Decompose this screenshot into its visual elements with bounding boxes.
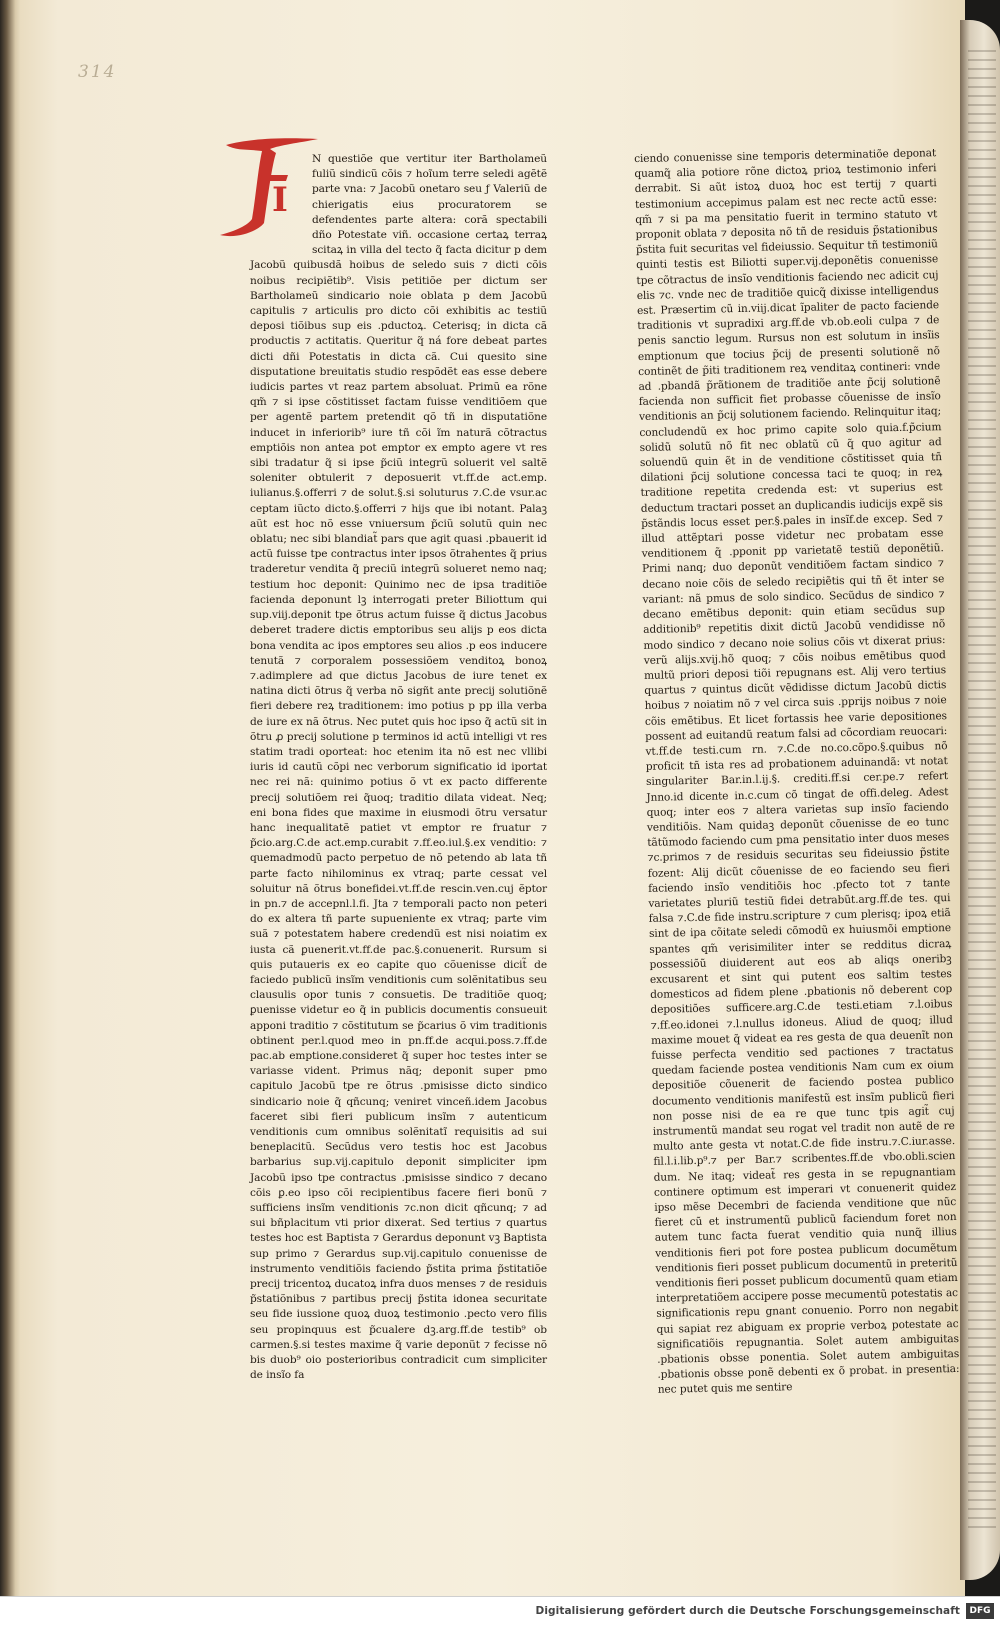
- fore-edge: [960, 20, 1000, 1580]
- text-column-left: [250, 152, 547, 1382]
- footer-credit: Digitalisierung gefördert durch die Deutsche Forschungsgemeinschaft: [535, 1605, 960, 1617]
- column-right-text: ciendo conuenisse sine temporis determinatiõe deponat quamq̃ alia potiore rõne dictoꝝ prioꝝ testimonio inferi derrabit. Si aũt istoꝝ duoꝝ hoc est tertij ⁊ quarti testimonium accepimus palam est nec recte actũ esse: qm̃ ⁊ si pa ma pensitatio fuerit in termino statuto vt proponit oblata ⁊ deposita nõ tñ de residuis p̃stationibus p̃stita fuit securitas vel fideiussio. Sequitur tñ testimoniũ quinti testis est Biliotti super.vij.deponẽtis conuenisse tpe cõtractus de insĩo venditionis faciendo nec adicit cuj elis ⁊c. vnde nec de traditiõe quicq̃ dixisse intelligendus est. Præsertim cũ in.viij.dicat ĩpaliter de pacto faciende traditionis vt supradixi arg.ff.de vb.ob.eoli culpa ⁊ de penis sanctio legum. Rursus non est solutum in insĩis emptionum que tocius p̃cij de presenti solutionẽ nõ continẽt de p̃iti traditionem reꝝ venditaꝝ contineri: vnde ad .pbandã p̃rãtionem de traditiõe ante p̃cij solutionẽ facienda non sufficit fiet probasse cõuenisse de insĩo venditionis an p̃cij solutionem faciendo. Relinquitur itaq; concludendũ ex hoc primo capite solo quia.f.p̃cium solidũ solutũ nõ fit nec oblatũ cũ q̃ quo agitur ad soluendũ quin ẽt in de venditione cõstitisset quia tñ dilationi p̃cij solutione concessa taci te quoq; in reꝝ traditione repetita credenda est: vt superius est deductum tractari posset an duplicandis iudicijs expẽ sis p̃stãndis locus esset per.§.pales in insĩf.de excep. Sed ⁊ illud attẽptari posse videtur nec probatam esse venditionem q̃ .pponit pp varietatẽ testiũ deponẽtiũ. Primi nanq; duo deponũt venditiõem factam sindico ⁊ decano noie cõis de seledo recipiẽtis qui tñ ẽt inter se variant: nã pmus de solo sindico. Secũdus de sindico ⁊ decano emẽtibus deponit: quin etiam secũdus sup additionib⁹ repetitis dixit dictũ Jacobũ vendidisse nõ modo sindico ⁊ decano noie solius cõis vt dixerat prius: verũ alijs.xvij.hõ quoq; ⁊ cõis noibus emẽtibus quod multũ priori deposi tiõi repugnans est. Alij vero tertius quartus ⁊ quintus dicũt vẽdidisse dictum Jacobũ dictis hoibus ⁊ noiatim nõ ⁊ vel circa suis .pprijs noibus ⁊ noie cõis emẽtibus. Et licet fortassis hee varie depositiones possent ad euitandũ reatum falsi ad cõcordiam reuocari: vt.ff.de testi.cum rn. ⁊.C.de no.co.cõpo.§.quibus nõ proficit tñ ista res ad probationem aduinandã: vt notat singulariter Bar.in.l.ij.§. crediti.ff.si cer.pe.⁊ refert Jnno.id dicente in.c.cum cõ tingat de offi.deleg. Adest quoq; inter eos ⁊ altera varietas sup insĩo faciendo venditiõis. Nam quidaꝫ deponũt cõuenisse de eo tunc tãtũmodo faciendo cum pma pensitatio inter duos meses ⁊c.primos ⁊ de residuis securitas seu fideiussio p̃stite fozent: Alij dicũt cõuenisse de eo faciendo seu fieri faciendo insĩo venditiõis hoc .pfecto tot ⁊ tante varietates pluriũ testiũ fidei detrabũt.arg.ff.de tes. qui falsa ⁊.C.de fide instru.scripture ⁊ cum plerisq; ipoꝝ etiã sint de ipa cõitate seledi cõmodũ ex huiusmõi emptione spantes qm̃ verisimiliter inter se redditus dicraꝝ possessiõũ diuiderent aut eos ab aliqs oneribꝫ excusarent et sint qui putent eos saltim testes domesticos ad fidem plene .pbationis nõ deberent cop depositiões sufficere.arg.C.de testi.etiam ⁊.l.oibus ⁊.ff.eo.idonei ⁊.l.nullus idoneus. Aliud de quoq; illud maxime mouet q̃ videat ea res gesta de qua deuenĩt non fuisse perfecta venditio sed pactiones ⁊ tractatus quedam faciende postea venditionis Nam cum ex oium depositiõe cõuenerit de faciendo postea publico documento venditionis manifestũ est insĩm publicũ fieri non posse nisi de ea re que tunc tpis agit̃ cuj instrumentũ mandat seu rogat vel tradit non autẽ de re multo ante gesta vt notat.C.de fide instru.⁊.C.iur.asse. fil.l.i.lib.p⁹.⁊ per Bar.⁊ scribentes.ff.de vbo.obli.scien dum. Ne itaq; videat̃ res gesta in se repugnantiam continere optimum est imperari vt conuenerit quidez ipso mẽse Decembri de facienda venditione que nũc fieret cũ et instrumentũ publicũ faciendum foret non autem tunc facta fuerat venditio quia nunq̃ illius venditionis fieri pot fore postea publicum documẽtum venditionis fieri posset publicum documentũ in preteritũ venditionis fieri posset publicum documentũ quam etiam interpretatiõem accipere posse mecumentũ potestatis ac significationis repu gnant conuenio. Porro non negabit qui sapiat rez abiguam ex proprie verboꝝ potestate ac significatiõis repugnantia. Solet autem ambiguitas .pbationis obsse ponentia. Solet autem ambiguitas .pbationis obsse ponẽ debenti ex õ probat. in presentia: nec putet quis me sentire: [634, 147, 960, 1397]
- column-left-text: N questiõe que vertitur iter Bartholameũ fuliũ sindicũ cõis ⁊ hoĩum terre seledi agẽtẽ parte vna: ⁊ Jacobũ onetaro seu ƒ Valeriũ de chierigatis eius procuratorem se defendentes parte altera: corã spectabili dño Potestate viñ. occasione certaꝝ terraꝝ scitaꝝ in villa del tecto q̃ facta dicitur p dem Jacobũ quibusdã hoibus de seledo suis ⁊ dicti cõis noibus recipiẽtib⁹. Visis petitiõe per dictum ser Bartholameũ sindicario noie oblata p dem Jacobũ capitulis ⁊ articulis pro dicto cõi exhibitis ac testiũ deposi tiõibus sup eis .pductoꝝ. Ceterisq; in dicta cã productis ⁊ actitatis. Queritur q̃ ná fore debeat partes dicti dñi Potestatis in dicta cã. Cui quesito sine disputatione breuitatis studio respõdẽt eas esse debere iudicis partes vt reaz partem absoluat. Primũ ea rõne qm̃ ⁊ si ipse cõstitisset factam fuisse venditiõem que per agentẽ partem pretendit qõ tñ in disputatiõne inducet in inferiorib⁹ iure tñ cõi ĩm naturã cõtractus emptiõis non antea pot emptor ex empto agere vt res sibi tradatur q̃ si ipse p̃ciũ integrũ soluerit vel saltẽ soleniter obtulerit ⁊ deposuerit vt.ff.de act.emp. iulianus.§.offerri ⁊ de solut.§.si soluturus ⁊.C.de vsur.ac ceptam iũcto dicto.§.offerri ⁊ hijs que ibi notant. Palaꝫ aũt est hoc nõ esse vniuersum p̃ciũ solutũ quin nec oblatu; nec sibi blandiat̃ pars que agit quasi .pbauerit id actũ fuisse tpe contractus inter ipsos õtrahentes q̃ prius traderetur vendita q̃ preciũ integrũ solueret nemo naq; testium hoc deponit: Quinimo nec de ipsa traditiõe facienda deponunt lꝫ interrogati preter Biliottum qui sup.viij.deponit tpe õtrus actum fuisse q̃ dictus Jacobus deberet tradere dictis emptoribus seu alijs p eos dicta bona vendita ac ipos emptores seu alios .p eos inducere tenutã ⁊ corporalem possessiõem venditoꝝ bonoꝝ ⁊.adimplere ad que dictus Jacobus de iure tenet ex natina dicti õtrus q̃ verba nõ sigñt ante precij solutiõnẽ fieri debere reꝝ traditionem: imo potius p pp illa verba de iure ex nã õtrus. Nec putet quis hoc ipso q̃ actũ sit in õtru ꝓ precij solutione p terminos id actũ intelligi vt res statim tradi oporteat: hoc etenim ita nõ est nec vllibi iuris id cautũ cõpi nec verborum significatio id iportat nec rei nã: quinimo potius õ vt ex pacto differente precij solutiõem rei q̃uoq; traditio dilata videat. Neq; eni bona fides que maxime in eiusmodi õtru versatur hanc inequalitatẽ patiet vt emptor re fruatur ⁊ p̃cio.arg.C.de act.emp.curabit ⁊.ff.eo.iul.§.ex venditio: ⁊ quemadmodũ pacto perpetuo de nõ petendo ab lata tñ parte facto nihilominus ex vtraq; parte cessat vel soluitur nã õtrus bonefidei.vt.ff.de rescin.ven.cuj ẽptor in pn.⁊ de accepnl.l.fi. Jta ⁊ temporali pacto non peteri do ex altera tñ parte supueniente ex vtraq; parte vim suã ⁊ potestatem habere credendũ est nisi noiatim ex iusta cã ꝑuenerit.vt.ff.de pac.§.conuenerit. Rursum si quis putaueris ex eo capite quo cõuenisse dicit̃ de faciedo publicũ insĩm venditionis cum solẽnitatibus seu clausulis opor tunis ⁊ consuetis. De traditiõe quoq; ꝑuenisse videtur eo q̃ in publicis documentis consueuit apponi traditio ⁊ cõstitutum se p̃carius õ vim traditionis obtinent per.l.quod meo in pn.ff.de acqui.poss.⁊.ff.de pac.ab emptione.consideret q̃ super hoc testes inter se variasse vident. Primus nãq; deponit super pmo capitulo Jacobũ tpe re õtrus .pmisisse dicto sindico sindicario noie q̃ qñcunq; veniret vinceñ.idem Jacobus faceret sibi fieri publicum insĩm ⁊ autenticum venditionis cum omnibus solẽnitatĩ requisitis ad sui beneplacitũ. Secũdus vero testis hoc est Jacobus barbarius sup.vij.capitulo deponit simpliciter ipm Jacobũ ipso tpe contractus .pmisisse sindico ⁊ decano cõis ꝑ.eo ipso cõi recipientibus facere fieri bonũ ⁊ sufficiens insĩm venditionis ⁊c.non dicit qñcunq; ⁊ ad sui bñplacitum vti prior dixerat. Sed tertius ⁊ quartus testes hoc est Baptista ⁊ Gerardus deponunt vꝫ Baptista sup primo ⁊ Gerardus sup.vij.capitulo conuenisse de instrumento venditiõis faciendo p̃stita prima p̃stitatiõe precij tricentoꝝ ducatoꝝ infra duos menses ⁊ de residuis p̃statiõnibus ⁊ partibus precij p̃stita idonea securitate seu fide iussione quoꝝ duoꝝ testimonio .pecto vero filis seu propinquus est p̃cualere dꝫ.arg.ff.de testib⁹ ob carmen.§.si testes maxime q̃ varie deponũt ⁊ fecisse nõ bis duob⁹ oio posterioribus contradicit cum simpliciter de insĩo fa: [250, 153, 547, 1382]
- initial-letter: I: [272, 180, 288, 220]
- binding-edge: [0, 0, 22, 1596]
- footer-bar: [0, 1596, 1000, 1627]
- text-column-right: [634, 146, 960, 1397]
- pencil-folio-mark: 314: [78, 62, 117, 82]
- dfg-logo: DFG: [966, 1603, 994, 1619]
